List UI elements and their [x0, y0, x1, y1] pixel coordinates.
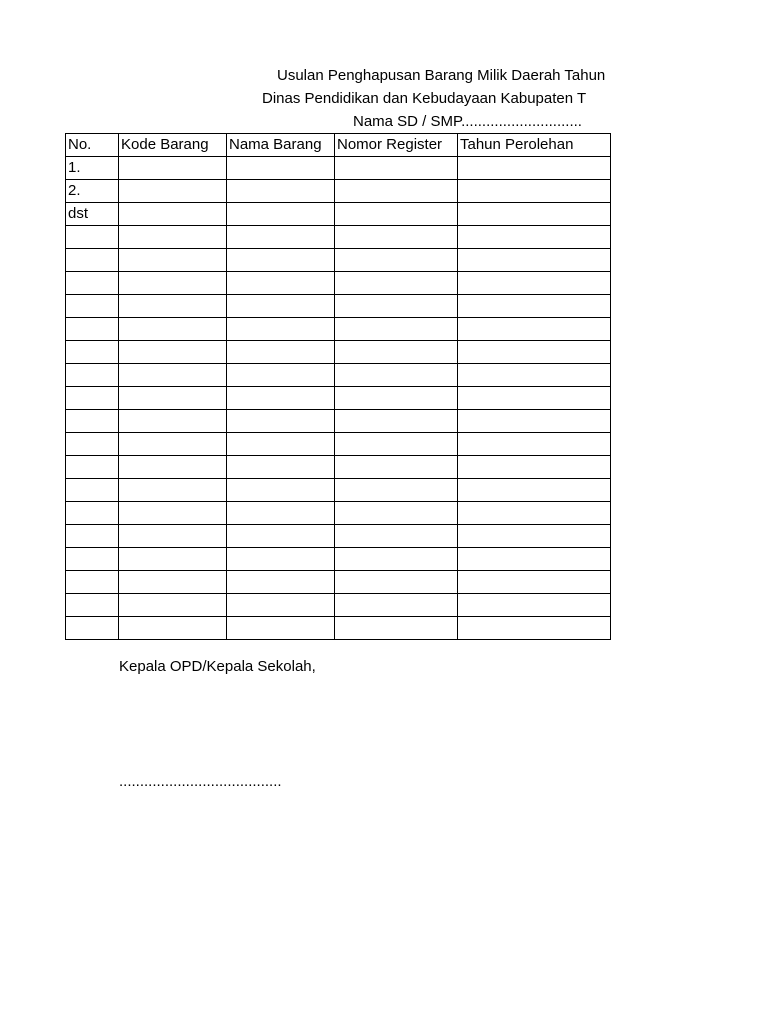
table-row	[66, 479, 611, 502]
table-cell	[458, 594, 611, 617]
table-cell	[335, 226, 458, 249]
table-cell	[335, 364, 458, 387]
table-row	[66, 180, 611, 203]
table-cell	[227, 295, 335, 318]
table-row	[66, 387, 611, 410]
table-cell	[458, 548, 611, 571]
header-agency-line: Dinas Pendidikan dan Kebudayaan Kabupaten T	[262, 90, 587, 107]
table-cell	[458, 479, 611, 502]
signature-label: Kepala OPD/Kepala Sekolah,	[119, 658, 316, 675]
table-row	[66, 203, 611, 226]
signature-name-placeholder: .......................................	[119, 773, 282, 790]
table-cell	[227, 180, 335, 203]
table-cell	[119, 203, 227, 226]
header-school-line: Nama SD / SMP.............................	[353, 113, 582, 130]
table-cell	[66, 502, 119, 525]
header-title-line: Usulan Penghapusan Barang Milik Daerah Tahun	[277, 67, 606, 84]
table-cell	[66, 617, 119, 640]
table-cell	[335, 525, 458, 548]
table-cell	[227, 318, 335, 341]
table-cell	[335, 571, 458, 594]
table-cell	[119, 249, 227, 272]
table-header-row	[66, 134, 611, 157]
table-cell	[66, 433, 119, 456]
table-cell	[458, 157, 611, 180]
table-cell	[119, 295, 227, 318]
table-cell	[227, 157, 335, 180]
table-cell	[335, 180, 458, 203]
table-cell	[335, 203, 458, 226]
table-cell	[335, 249, 458, 272]
table-cell	[227, 525, 335, 548]
table-cell	[335, 433, 458, 456]
table-cell	[458, 571, 611, 594]
table-row	[66, 364, 611, 387]
table-cell	[227, 479, 335, 502]
table-row	[66, 272, 611, 295]
table-cell	[458, 410, 611, 433]
table-cell	[227, 594, 335, 617]
table-cell	[119, 479, 227, 502]
table-cell	[66, 479, 119, 502]
table-cell	[227, 571, 335, 594]
table-cell	[119, 318, 227, 341]
table-cell	[335, 410, 458, 433]
table-cell	[66, 249, 119, 272]
table-row	[66, 617, 611, 640]
table-cell	[119, 157, 227, 180]
table-row	[66, 295, 611, 318]
table-row	[66, 341, 611, 364]
table-cell	[66, 341, 119, 364]
table-row	[66, 157, 611, 180]
table-cell	[227, 203, 335, 226]
table-cell	[227, 548, 335, 571]
table-cell	[227, 249, 335, 272]
table-cell	[227, 364, 335, 387]
table-cell	[66, 226, 119, 249]
table-cell	[119, 571, 227, 594]
table-cell	[119, 364, 227, 387]
column-header-kode-barang: Kode Barang	[119, 134, 227, 157]
table-cell	[227, 387, 335, 410]
table-cell	[227, 433, 335, 456]
table-row	[66, 318, 611, 341]
table-cell	[458, 387, 611, 410]
table-cell	[458, 318, 611, 341]
document-header	[0, 0, 609, 140]
table-cell	[458, 203, 611, 226]
table-cell	[458, 433, 611, 456]
table-cell	[458, 180, 611, 203]
table-cell	[458, 525, 611, 548]
table-cell	[335, 341, 458, 364]
table-cell	[119, 272, 227, 295]
table-cell	[458, 341, 611, 364]
table-cell	[119, 594, 227, 617]
table-cell	[66, 525, 119, 548]
table-row	[66, 525, 611, 548]
table-cell	[227, 410, 335, 433]
table-cell	[335, 502, 458, 525]
table-row	[66, 226, 611, 249]
table-cell	[335, 594, 458, 617]
table-cell	[335, 479, 458, 502]
table-cell	[66, 387, 119, 410]
table-cell	[119, 617, 227, 640]
table-cell	[227, 502, 335, 525]
column-header-nomor-register: Nomor Register	[335, 134, 458, 157]
table-cell	[335, 387, 458, 410]
table-cell	[66, 364, 119, 387]
table-cell	[119, 180, 227, 203]
table-cell	[335, 157, 458, 180]
table-cell	[335, 272, 458, 295]
table-row	[66, 548, 611, 571]
table-cell	[227, 272, 335, 295]
table-cell	[227, 341, 335, 364]
table-row	[66, 594, 611, 617]
table-cell	[119, 525, 227, 548]
table-cell	[458, 502, 611, 525]
table-cell	[227, 617, 335, 640]
table-cell	[66, 272, 119, 295]
table-cell	[66, 456, 119, 479]
table-cell	[227, 456, 335, 479]
table-cell	[458, 272, 611, 295]
table-row	[66, 433, 611, 456]
table-cell	[335, 456, 458, 479]
table-cell	[335, 617, 458, 640]
table-row	[66, 456, 611, 479]
table-cell: dst	[66, 203, 119, 226]
table-cell: 2.	[66, 180, 119, 203]
table-cell	[227, 226, 335, 249]
table-cell	[335, 318, 458, 341]
table-row	[66, 502, 611, 525]
column-header-nama-barang: Nama Barang	[227, 134, 335, 157]
table-cell: 1.	[66, 157, 119, 180]
table-row	[66, 410, 611, 433]
table-cell	[335, 295, 458, 318]
table-cell	[119, 502, 227, 525]
table-cell	[119, 226, 227, 249]
table-cell	[458, 226, 611, 249]
table-row	[66, 571, 611, 594]
table-cell	[119, 341, 227, 364]
column-header-tahun-perolehan: Tahun Perolehan	[458, 134, 611, 157]
table-cell	[119, 456, 227, 479]
table-cell	[458, 295, 611, 318]
table-cell	[119, 410, 227, 433]
table-cell	[66, 410, 119, 433]
asset-table	[65, 133, 611, 640]
table-cell	[66, 295, 119, 318]
table-cell	[335, 548, 458, 571]
table-cell	[119, 433, 227, 456]
table-cell	[66, 548, 119, 571]
table-cell	[119, 387, 227, 410]
table-cell	[66, 571, 119, 594]
table-cell	[458, 456, 611, 479]
table-cell	[458, 249, 611, 272]
table-cell	[119, 548, 227, 571]
table-cell	[66, 318, 119, 341]
table-cell	[66, 594, 119, 617]
table-cell	[458, 364, 611, 387]
column-header-no: No.	[66, 134, 119, 157]
table-cell	[458, 617, 611, 640]
table-row	[66, 249, 611, 272]
